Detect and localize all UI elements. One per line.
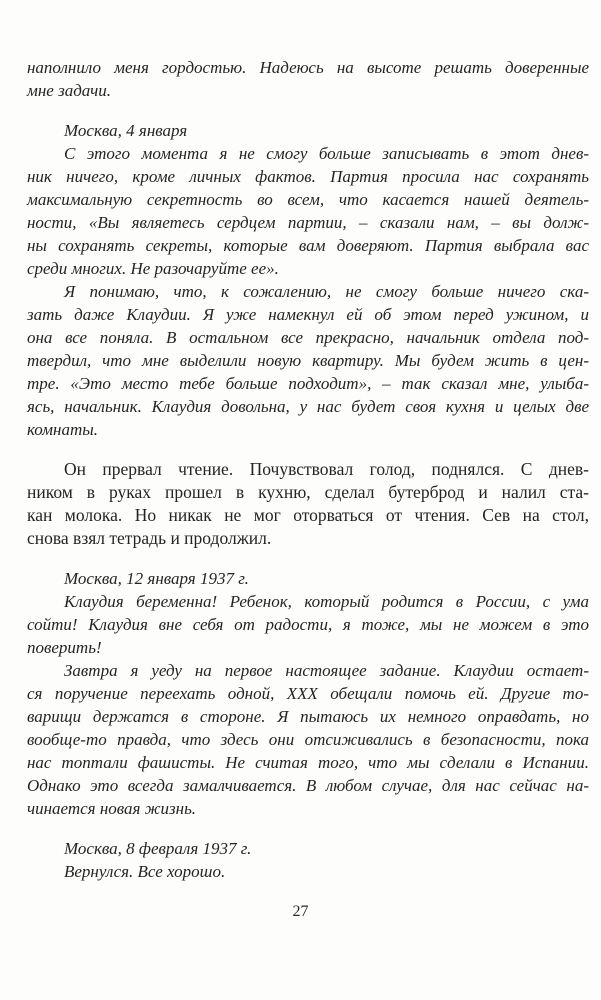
date-entry-3 (27, 837, 589, 860)
diary-continuation-paragraph (27, 56, 589, 102)
text-line: С этого момента я не смогу больше записывать в этот днев- (64, 144, 589, 163)
text-line: мне задачи. (27, 81, 111, 100)
narration-paragraph (27, 458, 589, 550)
text-line: ником в руках прошел в кухню, сделал бутерброд и налил ста- (27, 482, 589, 502)
date-entry-2 (27, 567, 589, 590)
text-line: Однако это всегда замалчивается. В любом случае, для нас сейчас на- (27, 776, 589, 795)
date-entry-1 (27, 119, 589, 142)
page-text-column (27, 56, 589, 883)
text-line: чинается новая жизнь. (27, 799, 197, 818)
text-line: кан молока. Но никак не мог оторваться от чтения. Сев на стол, (27, 505, 589, 525)
text-line: среди многих. Не разочаруйте ее». (27, 259, 279, 278)
text-line: наполнило меня гордостью. Надеюсь на высоте решать доверенные (27, 58, 589, 77)
text-line: ник ничего, кроме личных фактов. Партия просила нас сохранять (27, 167, 589, 186)
text-line: нас топтали фашисты. Не считая того, что мы сделали в Испании. (27, 753, 589, 772)
text-line: Москва, 12 января 1937 г. (64, 569, 249, 588)
text-line: Завтра я уеду на первое настоящее задание. Клаудии остает- (64, 661, 589, 680)
diary-paragraph-1 (27, 142, 589, 280)
text-line: зать даже Клаудии. Я уже намекнул ей об этом перед ужином, и (27, 305, 589, 324)
text-line: ны сохранять секреты, которые вам доверяют. Партия выбрала вас (27, 236, 589, 255)
text-line: варищи держатся в стороне. Я пытаюсь их немного оправдать, но (27, 707, 589, 726)
page-number: 27 (292, 903, 309, 920)
text-line: поверить! (27, 638, 102, 657)
text-line: ясь, начальник. Клаудия довольна, у нас будет своя кухня и целых две (27, 397, 589, 416)
text-line: комнаты. (27, 420, 98, 439)
text-line: она все поняла. В остальном все прекрасно, начальник отдела под- (27, 328, 589, 347)
diary-paragraph-4 (27, 659, 589, 820)
text-line: твердил, что мне выделили новую квартиру. Мы будем жить в цен- (27, 351, 589, 370)
text-line: сойти! Клаудия вне себя от радости, я тоже, мы не можем в это (27, 615, 589, 634)
diary-closing-line (27, 860, 589, 883)
text-line: вообще-то правда, что здесь они отсиживались в безопасности, пока (27, 730, 589, 749)
text-line: снова взял тетрадь и продолжил. (27, 528, 272, 548)
text-line: Москва, 4 января (64, 121, 188, 140)
text-line: Я понимаю, что, к сожалению, не смогу больше ничего ска- (64, 282, 589, 301)
diary-paragraph-3 (27, 590, 589, 659)
text-line: максимальную секретность во всем, что касается нашей деятель- (27, 190, 589, 209)
text-line: Вернулся. Все хорошо. (64, 862, 226, 881)
diary-paragraph-2 (27, 280, 589, 441)
text-line: тре. «Это место тебе больше подходит», – так сказал мне, улыба- (27, 374, 589, 393)
text-line: Он прервал чтение. Почувствовал голод, поднялся. С днев- (64, 459, 589, 479)
text-line: Клаудия беременна! Ребенок, который родится в России, с ума (64, 592, 589, 611)
text-line: ности, «Вы являетесь сердцем партии, – сказали нам, – вы долж- (27, 213, 589, 232)
text-line: Москва, 8 февраля 1937 г. (64, 839, 252, 858)
text-line: ся поручение переехать одной, XXX обещали помочь ей. Другие то- (27, 684, 589, 703)
